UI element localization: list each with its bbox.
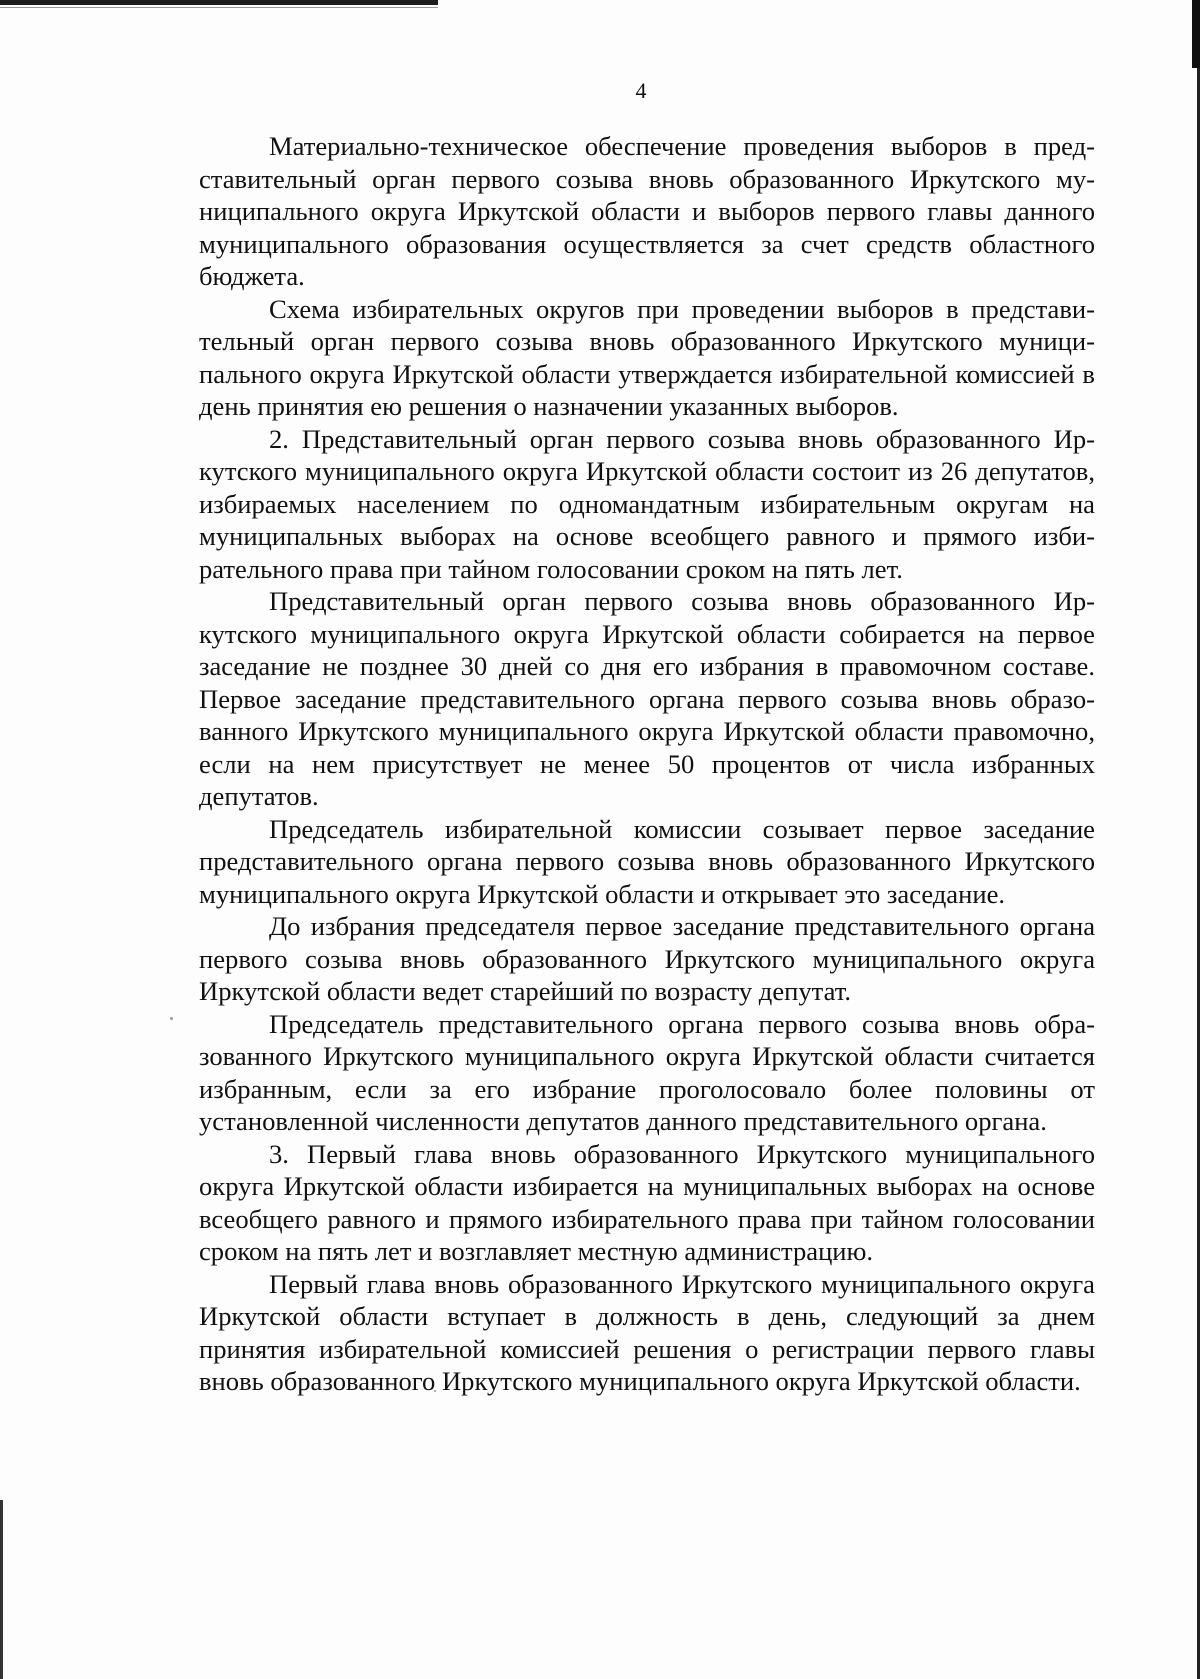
scan-right-edge-mark — [1192, 0, 1200, 68]
document-body — [199, 130, 1095, 1398]
scan-left-edge-mark — [0, 1500, 3, 1679]
scan-speck — [170, 1017, 173, 1020]
paragraph: Председатель представительного органа первого созыва вновь образованного Иркутского муниципального округа Иркутской области считается избранным, если за его избрание проголосовало более половины от установленной численности депутатов данного представительного органа. — [199, 1008, 1095, 1136]
paragraph: Председатель избирательной комиссии созывает первое заседание представительного органа первого созыва вновь образованного Иркутского муниципального округа Иркутской области и открывает это заседание. — [199, 813, 1095, 909]
paragraph: 2. Представительный орган первого созыва вновь образованного Иркутского муниципального округа Иркутской области состоит из 26 депутатов, избираемых населением по одномандатным избирательным округам на муниципальных выборах на основе всеобщего равного и прямого избирательного права при тайном голосовании сроком на пять лет. — [199, 423, 1095, 584]
paragraph: Материально-техническое обеспечение проведения выборов в представительный орган первого созыва вновь образованного Иркутского муниципального округа Иркутской области и выборов первого главы данного муниципального образования осуществляется за счет средств областного бюджета. — [199, 131, 1095, 291]
paragraph: Представительный орган первого созыва вновь образованного Иркутского муниципального округа Иркутской области собирается на первое заседание не позднее 30 дней со дня его избрания в правомочном составе. Первое заседание представительного органа первого созыва вновь образованного Иркутского муниципального округа Иркутской области правомочно, если на нем присутствует не менее 50 процентов от числа избранных депутатов. — [199, 586, 1095, 811]
paragraph: 3. Первый глава вновь образованного Иркутского муниципального округа Иркутской области избирается на муниципальных выборах на основе всеобщего равного и прямого избирательного права при тайном голосовании сроком на пять лет и возглавляет местную администрацию. — [199, 1138, 1095, 1266]
scan-top-rule-thin — [0, 7, 438, 8]
paragraph: Схема избирательных округов при проведении выборов в представительный орган первого созыва вновь образованного Иркутского муниципального округа Иркутской области утверждается избирательной комиссией в день принятия ею решения о назначении указанных выборов. — [199, 293, 1095, 421]
paragraph: Первый глава вновь образованного Иркутского муниципального округа Иркутской области вступает в должность в день, следующий за днем принятия избирательной комиссией решения о регистрации первого главы вновь образованного Иркутского муниципального округа Иркутской области. — [199, 1268, 1095, 1396]
scan-top-rule — [0, 0, 438, 5]
paragraph: До избрания председателя первое заседание представительного органа первого созыва вновь образованного Иркутского муниципального округа Иркутской области ведет старейший по возрасту депутат. — [199, 911, 1095, 1006]
page-number: 4 — [635, 78, 647, 103]
